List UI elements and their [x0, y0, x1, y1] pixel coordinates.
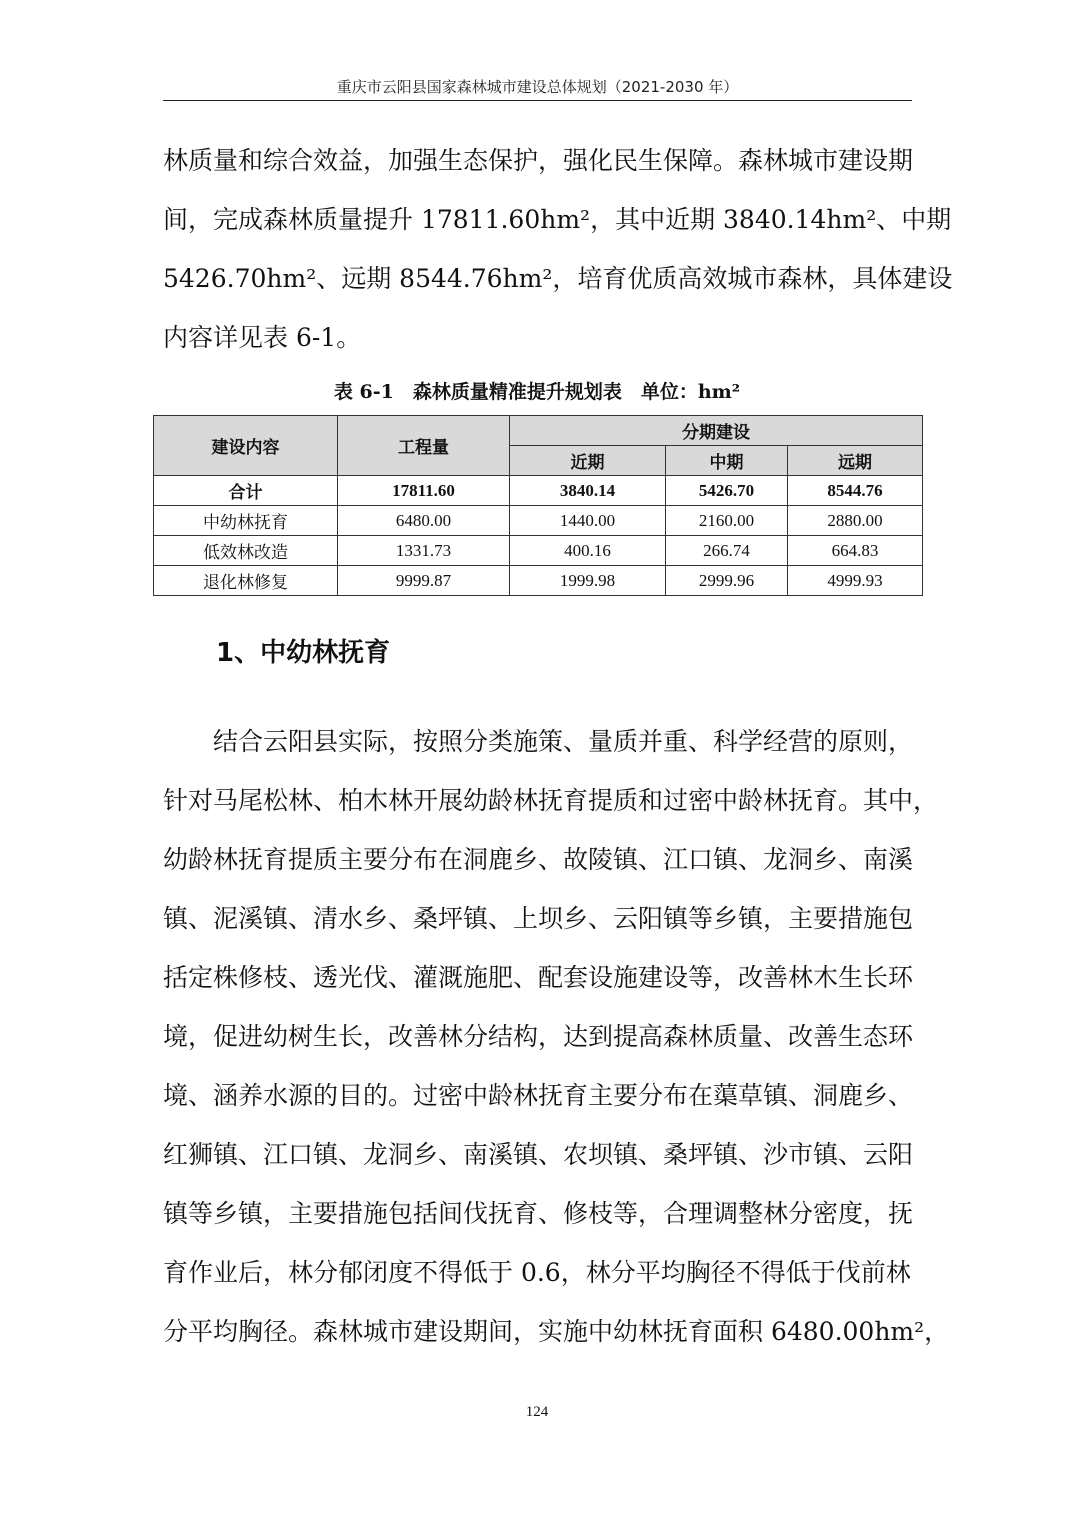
cell-mid: 266.74 — [666, 536, 788, 566]
header-far: 远期 — [788, 446, 923, 476]
table-row — [154, 506, 923, 536]
cell-far: 2880.00 — [788, 506, 923, 536]
text-line: 间，完成森林质量提升 17811.60hm²，其中近期 3840.14hm²、中期 — [163, 205, 952, 234]
text-line: 林质量和综合效益，加强生态保护，强化民生保障。森林城市建设期 — [163, 146, 914, 175]
section-heading: 1、中幼林抚育 — [216, 638, 391, 668]
cell-near: 1440.00 — [510, 506, 666, 536]
text-line: 红狮镇、江口镇、龙洞乡、南溪镇、农坝镇、桑坪镇、沙市镇、云阳 — [163, 1140, 914, 1169]
header-near: 近期 — [510, 446, 666, 476]
text-line: 内容详见表 6-1。 — [163, 323, 362, 352]
cell-qty: 17811.60 — [338, 476, 510, 506]
cell-name: 合计 — [154, 476, 338, 506]
header-rule — [163, 100, 912, 101]
table-row-total — [154, 476, 923, 506]
text-line: 分平均胸径。森林城市建设期间，实施中幼林抚育面积 6480.00hm²， — [163, 1317, 950, 1346]
cell-qty: 1331.73 — [338, 536, 510, 566]
cell-name: 低效林改造 — [154, 536, 338, 566]
cell-name: 中幼林抚育 — [154, 506, 338, 536]
cell-near: 1999.98 — [510, 566, 666, 596]
forest-quality-table — [153, 415, 923, 596]
cell-mid: 2999.96 — [666, 566, 788, 596]
cell-name: 退化林修复 — [154, 566, 338, 596]
text-line: 针对马尾松林、柏木林开展幼龄林抚育提质和过密中龄林抚育。其中， — [163, 786, 939, 815]
cell-near: 400.16 — [510, 536, 666, 566]
body-paragraph — [163, 712, 950, 1361]
page-number: 124 — [525, 1404, 549, 1420]
header-mid: 中期 — [666, 446, 788, 476]
intro-paragraph — [163, 131, 953, 367]
cell-near: 3840.14 — [510, 476, 666, 506]
text-line: 镇等乡镇，主要措施包括间伐抚育、修枝等，合理调整林分密度，抚 — [163, 1199, 914, 1228]
text-line: 结合云阳县实际，按照分类施策、量质并重、科学经营的原则， — [163, 727, 914, 756]
table-row — [154, 566, 923, 596]
cell-qty: 9999.87 — [338, 566, 510, 596]
cell-far: 4999.93 — [788, 566, 923, 596]
text-line: 括定株修枝、透光伐、灌溉施肥、配套设施建设等，改善林木生长环 — [163, 963, 914, 992]
table-row — [154, 536, 923, 566]
cell-far: 664.83 — [788, 536, 923, 566]
cell-mid: 2160.00 — [666, 506, 788, 536]
cell-qty: 6480.00 — [338, 506, 510, 536]
header-content: 建设内容 — [154, 416, 338, 476]
header-phase: 分期建设 — [510, 416, 923, 446]
text-line: 镇、泥溪镇、清水乡、桑坪镇、上坝乡、云阳镇等乡镇，主要措施包 — [163, 904, 914, 933]
text-line: 幼龄林抚育提质主要分布在洞鹿乡、故陵镇、江口镇、龙洞乡、南溪 — [163, 845, 914, 874]
text-line: 境、涵养水源的目的。过密中龄林抚育主要分布在蕖草镇、洞鹿乡、 — [163, 1081, 914, 1110]
text-line: 境，促进幼树生长，改善林分结构，达到提高森林质量、改善生态环 — [163, 1022, 914, 1051]
cell-mid: 5426.70 — [666, 476, 788, 506]
table-header-row — [154, 416, 923, 446]
table-caption: 表 6-1 森林质量精准提升规划表 单位：hm² — [333, 381, 741, 403]
text-line: 5426.70hm²、远期 8544.76hm²，培育优质高效城市森林，具体建设 — [163, 264, 953, 293]
text-line: 育作业后，林分郁闭度不得低于 0.6，林分平均胸径不得低于伐前林 — [163, 1258, 911, 1287]
header-quantity: 工程量 — [338, 416, 510, 476]
page-header: 重庆市云阳县国家森林城市建设总体规划（2021-2030 年） — [336, 78, 739, 96]
cell-far: 8544.76 — [788, 476, 923, 506]
